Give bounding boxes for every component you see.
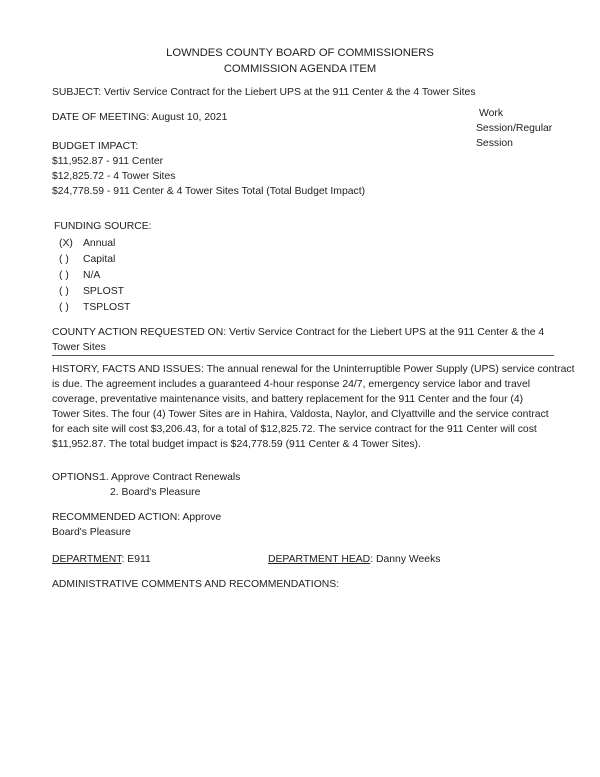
department-head-value: : Danny Weeks [370, 554, 441, 565]
agenda-item-title: COMMISSION AGENDA ITEM [223, 63, 377, 75]
department-label: DEPARTMENT [52, 554, 122, 565]
checkbox-mark: ( ) [59, 302, 69, 313]
history-line: is due. The agreement includes a guaranteed 4-hour response 24/7, emergency service labor and travel [52, 379, 531, 390]
funding-source-list [59, 236, 130, 315]
subject-line: SUBJECT: Vertiv Service Contract for the Liebert UPS at the 911 Center & the 4 Tower Sites [52, 87, 476, 98]
recommended-action-line1: RECOMMENDED ACTION: Approve [52, 512, 222, 523]
admin-comments-label: ADMINISTRATIVE COMMENTS AND RECOMMENDATIONS: [52, 579, 340, 590]
funding-option-na [59, 268, 130, 283]
option-item: 2. Board's Pleasure [110, 487, 201, 498]
county-action-line1: COUNTY ACTION REQUESTED ON: Vertiv Service Contract for the Liebert UPS at the 911 Center & the 4 [52, 327, 545, 338]
budget-impact-section [52, 139, 365, 199]
board-title: LOWNDES COUNTY BOARD OF COMMISSIONERS [166, 47, 434, 59]
history-line: HISTORY, FACTS AND ISSUES: The annual renewal for the Uninterruptible Power Supply (UPS) service contract [52, 364, 575, 375]
budget-line-tower-sites: $12,825.72 - 4 Tower Sites [52, 171, 176, 182]
department-field [52, 552, 151, 567]
option-item: 1. Approve Contract Renewals [100, 472, 241, 483]
section-divider [52, 355, 554, 356]
department-value: : E911 [121, 554, 151, 565]
history-line: coverage, preventative maintenance visits, and battery replacement for the 911 Center and the four (4) [52, 394, 524, 405]
county-action-section [52, 325, 544, 355]
county-action-line2: Tower Sites [52, 342, 106, 353]
checkbox-mark: ( ) [59, 286, 69, 297]
session-type-line3: Session [476, 138, 513, 149]
checkbox-mark: ( ) [59, 270, 69, 281]
funding-option-label: TSPLOST [83, 302, 131, 313]
history-section [52, 362, 574, 452]
funding-option-tsplost [59, 300, 130, 315]
funding-source-label: FUNDING SOURCE: [54, 221, 152, 232]
options-label: OPTIONS: [52, 472, 102, 483]
funding-option-label: N/A [83, 270, 101, 281]
history-line: $11,952.87. The total budget impact is $24,778.59 (911 Center & 4 Tower Sites). [52, 439, 421, 450]
funding-option-label: Capital [83, 254, 116, 265]
recommended-action-section [52, 510, 221, 540]
session-type-line2: Session/Regular [476, 123, 553, 134]
funding-option-splost [59, 284, 130, 299]
history-line: Tower Sites. The four (4) Tower Sites are in Hahira, Valdosta, Naylor, and Clyattville and the service contract [52, 409, 549, 420]
department-head-field [268, 552, 440, 567]
session-type-line1: Work [479, 108, 504, 119]
meeting-date: DATE OF MEETING: August 10, 2021 [52, 112, 228, 123]
options-list [100, 470, 240, 500]
funding-option-label: Annual [83, 238, 116, 249]
department-head-label: DEPARTMENT HEAD [268, 554, 371, 565]
session-type [476, 106, 552, 151]
recommended-action-line2: Board's Pleasure [52, 527, 131, 538]
budget-line-total: $24,778.59 - 911 Center & 4 Tower Sites Total (Total Budget Impact) [52, 186, 366, 197]
funding-option-label: SPLOST [83, 286, 124, 297]
funding-option-capital [59, 252, 130, 267]
funding-option-annual [59, 236, 130, 251]
checkbox-mark: (X) [59, 238, 73, 249]
history-line: for each site will cost $3,206.43, for a total of $12,825.72. The service contract for the 911 Center will cost [52, 424, 537, 435]
budget-impact-label: BUDGET IMPACT: [52, 141, 139, 152]
budget-line-911-center: $11,952.87 - 911 Center [52, 156, 164, 167]
checkbox-mark: ( ) [59, 254, 69, 265]
